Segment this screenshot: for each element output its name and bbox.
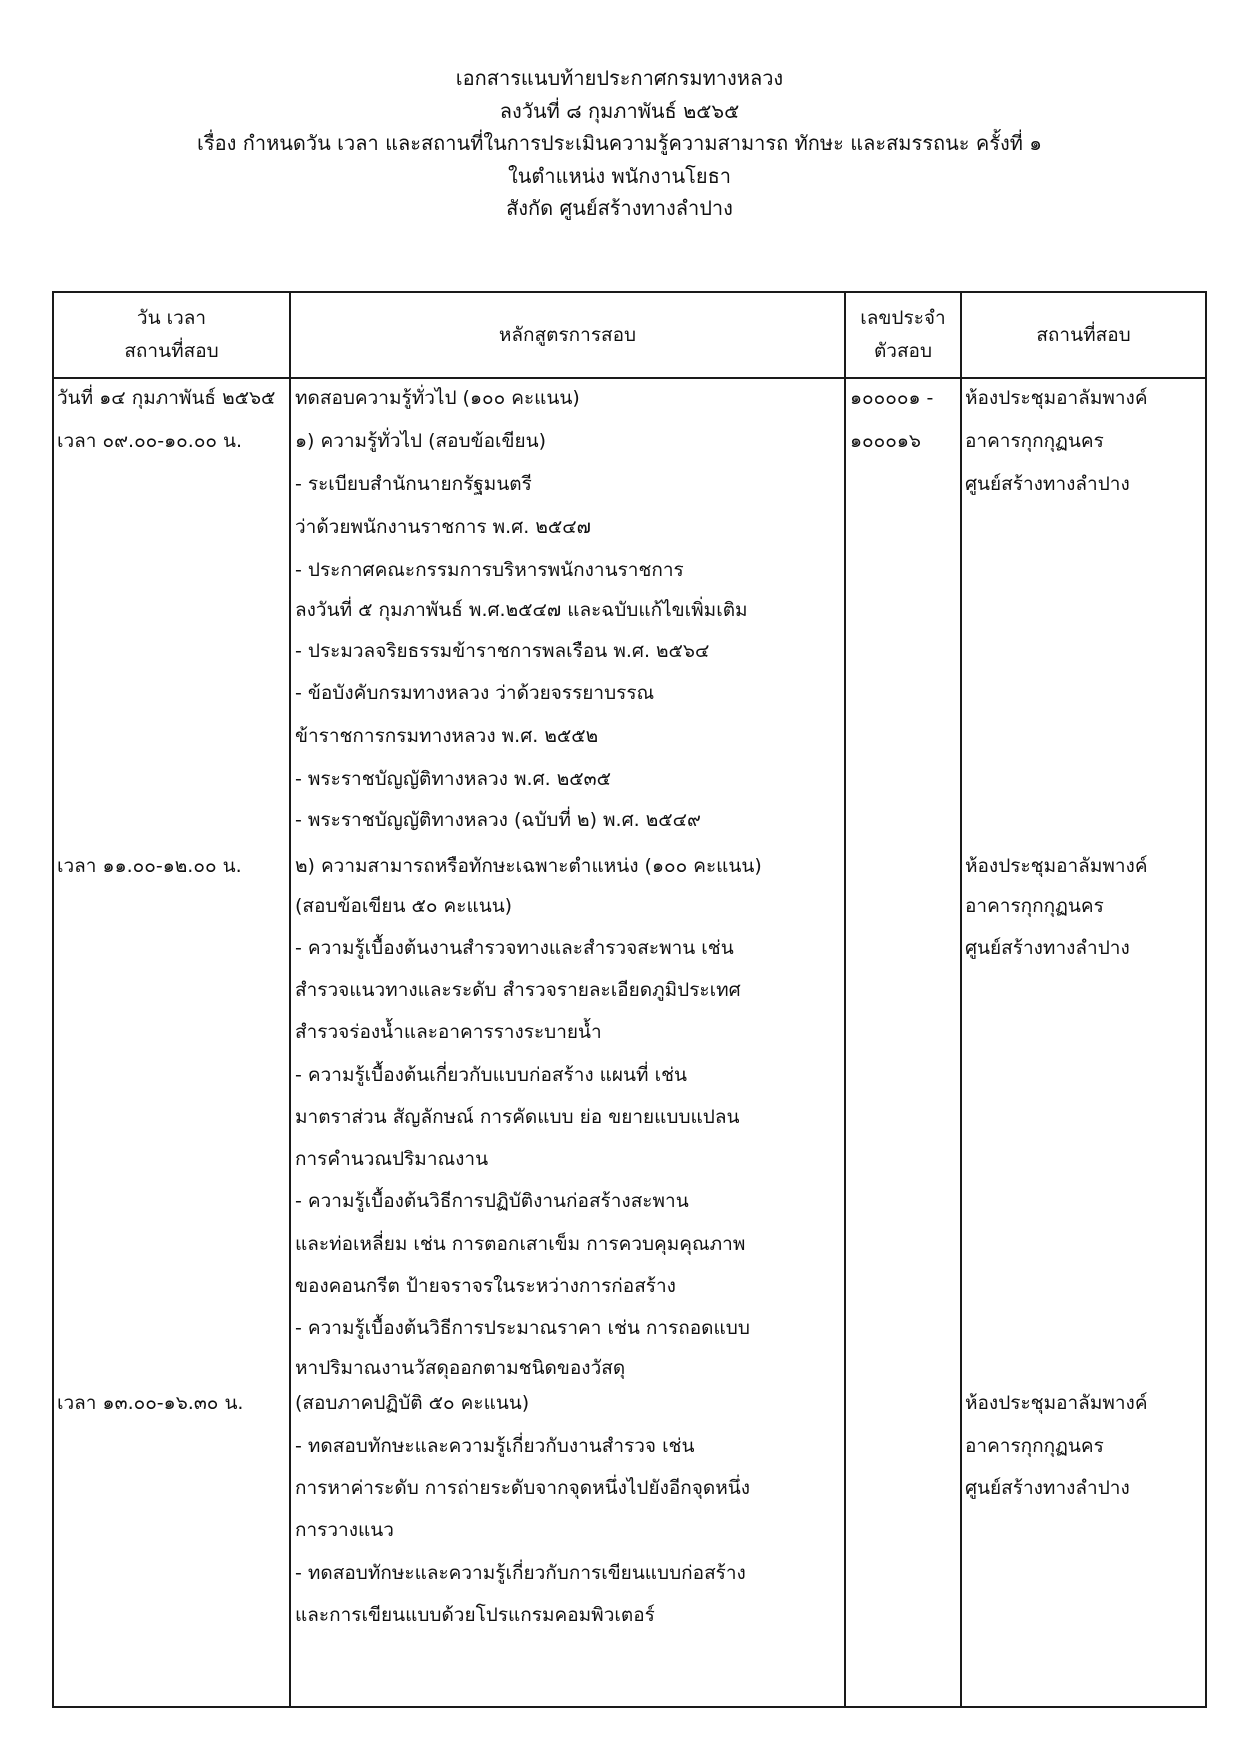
place-center: ศูนย์สร้างทางลำปาง [965, 1477, 1130, 1499]
table-header-row [53, 292, 1206, 378]
course-line: - ความรู้เบื้องต้นวิธีการประมาณราคา เช่น การถอดแบบ [295, 1317, 750, 1339]
course-line: การคำนวณปริมาณงาน [295, 1148, 489, 1170]
course-line: - พระราชบัญญัติทางหลวง (ฉบับที่ ๒) พ.ศ. ๒๕๔๙ [295, 809, 701, 831]
header-date-line2: สถานที่สอบ [124, 340, 219, 362]
header-course [290, 292, 845, 378]
course-line: ๒) ความสามารถหรือทักษะเฉพาะตำแหน่ง (๑๐๐ คะแนน) [295, 855, 762, 877]
session1-time: เวลา ๐๙.๐๐-๑๐.๐๐ น. [57, 430, 243, 452]
header-date: ลงวันที่ ๘ กุมภาพันธ์ ๒๕๖๕ [499, 98, 740, 123]
place-center: ศูนย์สร้างทางลำปาง [965, 937, 1130, 959]
course-line: (สอบข้อเขียน ๕๐ คะแนน) [295, 895, 513, 917]
session3-time: เวลา ๑๓.๐๐-๑๖.๓๐ น. [57, 1392, 244, 1414]
course-line: ทดสอบความรู้ทั่วไป (๑๐๐ คะแนน) [295, 387, 580, 409]
course-line: และการเขียนแบบด้วยโปรแกรมคอมพิวเตอร์ [295, 1604, 655, 1626]
exam-id-column [845, 378, 961, 1707]
schedule-table [52, 291, 1207, 1708]
header-exam-id [845, 292, 961, 378]
course-line: - ทดสอบทักษะและความรู้เกี่ยวกับการเขียนแบบก่อสร้าง [295, 1562, 746, 1584]
date-column [53, 378, 290, 1707]
course-line: ๑) ความรู้ทั่วไป (สอบข้อเขียน) [295, 430, 547, 452]
document-header [0, 62, 1239, 225]
header-id-line1: เลขประจำ [860, 307, 946, 329]
course-column [290, 378, 845, 1707]
course-line: - ข้อบังคับกรมทางหลวง ว่าด้วยจรรยาบรรณ [295, 682, 655, 704]
place-room: ห้องประชุมอาลัมพางค์ [965, 855, 1148, 877]
place-building: อาคารกุกกุฏนคร [965, 430, 1104, 452]
course-line: - ระเบียบสำนักนายกรัฐมนตรี [295, 473, 532, 495]
exam-date: วันที่ ๑๔ กุมภาพันธ์ ๒๕๖๕ [57, 387, 276, 409]
course-line: - ความรู้เบื้องต้นงานสำรวจทางและสำรวจสะพาน เช่น [295, 937, 734, 959]
place-building: อาคารกุกกุฏนคร [965, 1435, 1104, 1457]
exam-place-column [961, 378, 1206, 1707]
header-title: เอกสารแนบท้ายประกาศกรมทางหลวง [455, 66, 784, 90]
course-line: - ความรู้เบื้องต้นเกี่ยวกับแบบก่อสร้าง แผนที่ เช่น [295, 1064, 687, 1086]
course-line: การหาค่าระดับ การถ่ายระดับจากจุดหนึ่งไปยังอีกจุดหนึ่ง [295, 1477, 751, 1499]
course-line: - ความรู้เบื้องต้นวิธีการปฏิบัติงานก่อสร้างสะพาน [295, 1190, 689, 1212]
course-line: มาตราส่วน สัญลักษณ์ การคัดแบบ ย่อ ขยายแบบแปลน [295, 1106, 740, 1128]
place-center: ศูนย์สร้างทางลำปาง [965, 473, 1130, 495]
place-room: ห้องประชุมอาลัมพางค์ [965, 1392, 1148, 1414]
header-date-line1: วัน เวลา [136, 307, 207, 329]
course-line: (สอบภาคปฏิบัติ ๕๐ คะแนน) [295, 1392, 530, 1414]
header-position: ในตำแหน่ง พนักงานโยธา [507, 163, 732, 188]
course-line: - ประกาศคณะกรรมการบริหารพนักงานราชการ [295, 559, 684, 581]
header-affiliation: สังกัด ศูนย์สร้างทางลำปาง [506, 196, 733, 220]
place-room: ห้องประชุมอาลัมพางค์ [965, 387, 1148, 409]
place-building: อาคารกุกกุฏนคร [965, 895, 1104, 917]
course-line: การวางแนว [295, 1519, 394, 1541]
header-subject: เรื่อง กำหนดวัน เวลา และสถานที่ในการประเมินความรู้ความสามารถ ทักษะ และสมรรถนะ ครั้งที่ ๑ [197, 131, 1042, 155]
header-course-label: หลักสูตรการสอบ [498, 323, 637, 346]
header-date-place [53, 292, 290, 378]
session2-time: เวลา ๑๑.๐๐-๑๒.๐๐ น. [57, 855, 242, 877]
course-line: - พระราชบัญญัติทางหลวง พ.ศ. ๒๕๓๕ [295, 768, 611, 790]
header-exam-place [961, 292, 1206, 378]
course-line: - ประมวลจริยธรรมข้าราชการพลเรือน พ.ศ. ๒๕๖๔ [295, 640, 710, 662]
table-row [53, 378, 1206, 1707]
course-line: ของคอนกรีต ป้ายจราจรในระหว่างการก่อสร้าง [295, 1275, 676, 1297]
header-id-line2: ตัวสอบ [873, 340, 933, 362]
header-place-label: สถานที่สอบ [1036, 323, 1131, 346]
course-line: และท่อเหลี่ยม เช่น การตอกเสาเข็ม การควบคุมคุณภาพ [295, 1233, 746, 1255]
course-line: สำรวจแนวทางและระดับ สำรวจรายละเอียดภูมิประเทศ [295, 979, 741, 1001]
course-line: สำรวจร่องน้ำและอาคารรางระบายน้ำ [295, 1021, 602, 1043]
course-line: ว่าด้วยพนักงานราชการ พ.ศ. ๒๕๔๗ [295, 516, 591, 538]
exam-id-end: ๑๐๐๐๑๖ [850, 430, 921, 452]
course-line: - ทดสอบทักษะและความรู้เกี่ยวกับงานสำรวจ เช่น [295, 1435, 695, 1457]
exam-id-start: ๑๐๐๐๐๑ - [850, 387, 934, 409]
course-line: หาปริมาณงานวัสดุออกตามชนิดของวัสดุ [295, 1357, 626, 1379]
course-line: ลงวันที่ ๕ กุมภาพันธ์ พ.ศ.๒๕๔๗ และฉบับแก้ไขเพิ่มเติม [295, 599, 748, 621]
course-line: ข้าราชการกรมทางหลวง พ.ศ. ๒๕๕๒ [295, 725, 599, 747]
